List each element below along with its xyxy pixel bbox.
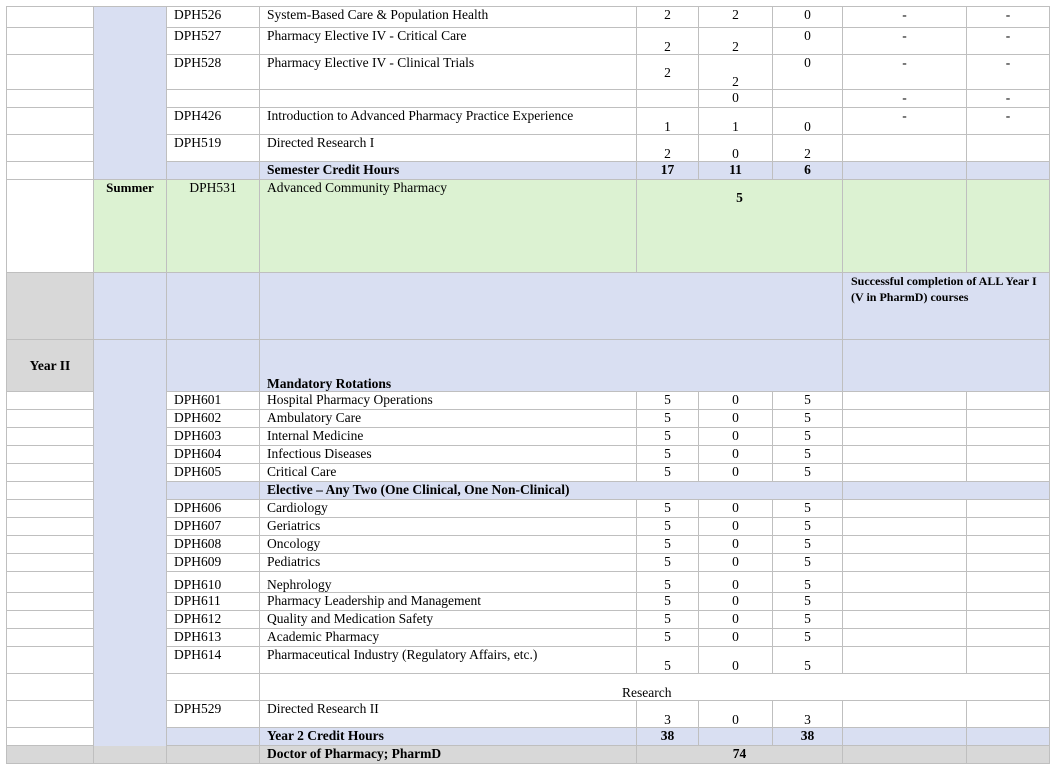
program-total-label: Doctor of Pharmacy; PharmD (260, 746, 637, 764)
table-row: DPH526 System-Based Care & Population Health 2 2 0 - - (7, 7, 1050, 28)
section-heading-research: Research (260, 674, 1050, 701)
course-code: DPH604 (167, 446, 260, 464)
course-code: DPH603 (167, 428, 260, 446)
course-title: Ambulatory Care (260, 410, 637, 428)
course-code: DPH613 (167, 629, 260, 647)
course-title: System-Based Care & Population Health (260, 7, 637, 28)
table-row: DPH601 Hospital Pharmacy Operations 5 0 5 (7, 392, 1050, 410)
table-row: DPH603 Internal Medicine 5 0 5 (7, 428, 1050, 446)
summer-term-label: Summer (94, 180, 167, 273)
course-code: DPH606 (167, 500, 260, 518)
course-title: Pharmaceutical Industry (Regulatory Affairs, etc.) (260, 647, 637, 674)
course-title: Pediatrics (260, 554, 637, 572)
table-row: DPH426 Introduction to Advanced Pharmacy Practice Experience 1 1 0 - - (7, 108, 1050, 135)
course-code: DPH531 (167, 180, 260, 273)
table-row: DPH614 Pharmaceutical Industry (Regulatory Affairs, etc.) 5 0 5 (7, 647, 1050, 674)
year2-total-label: Year 2 Credit Hours (260, 728, 637, 746)
course-title: Quality and Medication Safety (260, 611, 637, 629)
table-row: DPH611 Pharmacy Leadership and Management 5 0 5 (7, 593, 1050, 611)
table-row: DPH606 Cardiology 5 0 5 (7, 500, 1050, 518)
prerequisite-row (7, 273, 1050, 340)
course-code: DPH528 (167, 55, 260, 90)
section-heading-mandatory: Mandatory Rotations (260, 340, 843, 392)
course-title: Oncology (260, 536, 637, 554)
summer-credits: 5 (637, 180, 843, 273)
year-label: Year II (7, 340, 94, 392)
table-row: 0 - - (7, 90, 1050, 108)
course-code: DPH607 (167, 518, 260, 536)
course-title: Directed Research I (260, 135, 637, 162)
course-code: DPH614 (167, 647, 260, 674)
table-row: DPH607 Geriatrics 5 0 5 (7, 518, 1050, 536)
table-row: DPH610 Nephrology 5 0 5 (7, 572, 1050, 593)
course-code: DPH608 (167, 536, 260, 554)
prerequisite-note: Successful completion of ALL Year I (V in PharmD) courses (843, 273, 1050, 340)
course-code: DPH526 (167, 7, 260, 28)
summer-row (7, 180, 1050, 273)
course-title: Pharmacy Elective IV - Critical Care (260, 28, 637, 55)
year2-total-row: Year 2 Credit Hours 38 38 (7, 728, 1050, 746)
course-code: DPH609 (167, 554, 260, 572)
course-title: Internal Medicine (260, 428, 637, 446)
course-title: Pharmacy Leadership and Management (260, 593, 637, 611)
table-row: DPH602 Ambulatory Care 5 0 5 (7, 410, 1050, 428)
table-row: DPH613 Academic Pharmacy 5 0 5 (7, 629, 1050, 647)
table-row: DPH527 Pharmacy Elective IV - Critical Care 2 2 0 - - (7, 28, 1050, 55)
table-row: DPH528 Pharmacy Elective IV - Clinical Trials 2 2 0 - - (7, 55, 1050, 90)
table-row: DPH604 Infectious Diseases 5 0 5 (7, 446, 1050, 464)
course-title: Academic Pharmacy (260, 629, 637, 647)
course-title: Infectious Diseases (260, 446, 637, 464)
course-code: DPH601 (167, 392, 260, 410)
course-title: Directed Research II (260, 701, 637, 728)
course-code: DPH519 (167, 135, 260, 162)
program-total-value: 74 (637, 746, 843, 764)
table-row: DPH519 Directed Research I 2 0 2 (7, 135, 1050, 162)
course-code: DPH612 (167, 611, 260, 629)
course-title: Critical Care (260, 464, 637, 482)
course-title: Introduction to Advanced Pharmacy Practice Experience (260, 108, 637, 135)
course-title: Geriatrics (260, 518, 637, 536)
course-title: Cardiology (260, 500, 637, 518)
course-code: DPH610 (167, 572, 260, 593)
course-code: DPH611 (167, 593, 260, 611)
course-code: DPH602 (167, 410, 260, 428)
course-code: DPH426 (167, 108, 260, 135)
year2-heading-row (7, 340, 1050, 392)
course-title: Nephrology (260, 572, 637, 593)
course-title: Pharmacy Elective IV - Clinical Trials (260, 55, 637, 90)
grand-total-row (7, 746, 1050, 764)
course-code: DPH605 (167, 464, 260, 482)
curriculum-table (6, 6, 1050, 764)
section-heading-elective: Elective – Any Two (One Clinical, One Non-Clinical) (260, 482, 843, 500)
table-row: DPH529 Directed Research II 3 0 3 (7, 701, 1050, 728)
table-row: DPH605 Critical Care 5 0 5 (7, 464, 1050, 482)
course-title: Advanced Community Pharmacy (260, 180, 637, 273)
semester-total-row: Semester Credit Hours 17 11 6 (7, 162, 1050, 180)
table-row: DPH608 Oncology 5 0 5 (7, 536, 1050, 554)
table-row: DPH609 Pediatrics 5 0 5 (7, 554, 1050, 572)
course-code: DPH529 (167, 701, 260, 728)
table-row: DPH612 Quality and Medication Safety 5 0 5 (7, 611, 1050, 629)
semester-total-label: Semester Credit Hours (260, 162, 637, 180)
course-code: DPH527 (167, 28, 260, 55)
course-title: Hospital Pharmacy Operations (260, 392, 637, 410)
